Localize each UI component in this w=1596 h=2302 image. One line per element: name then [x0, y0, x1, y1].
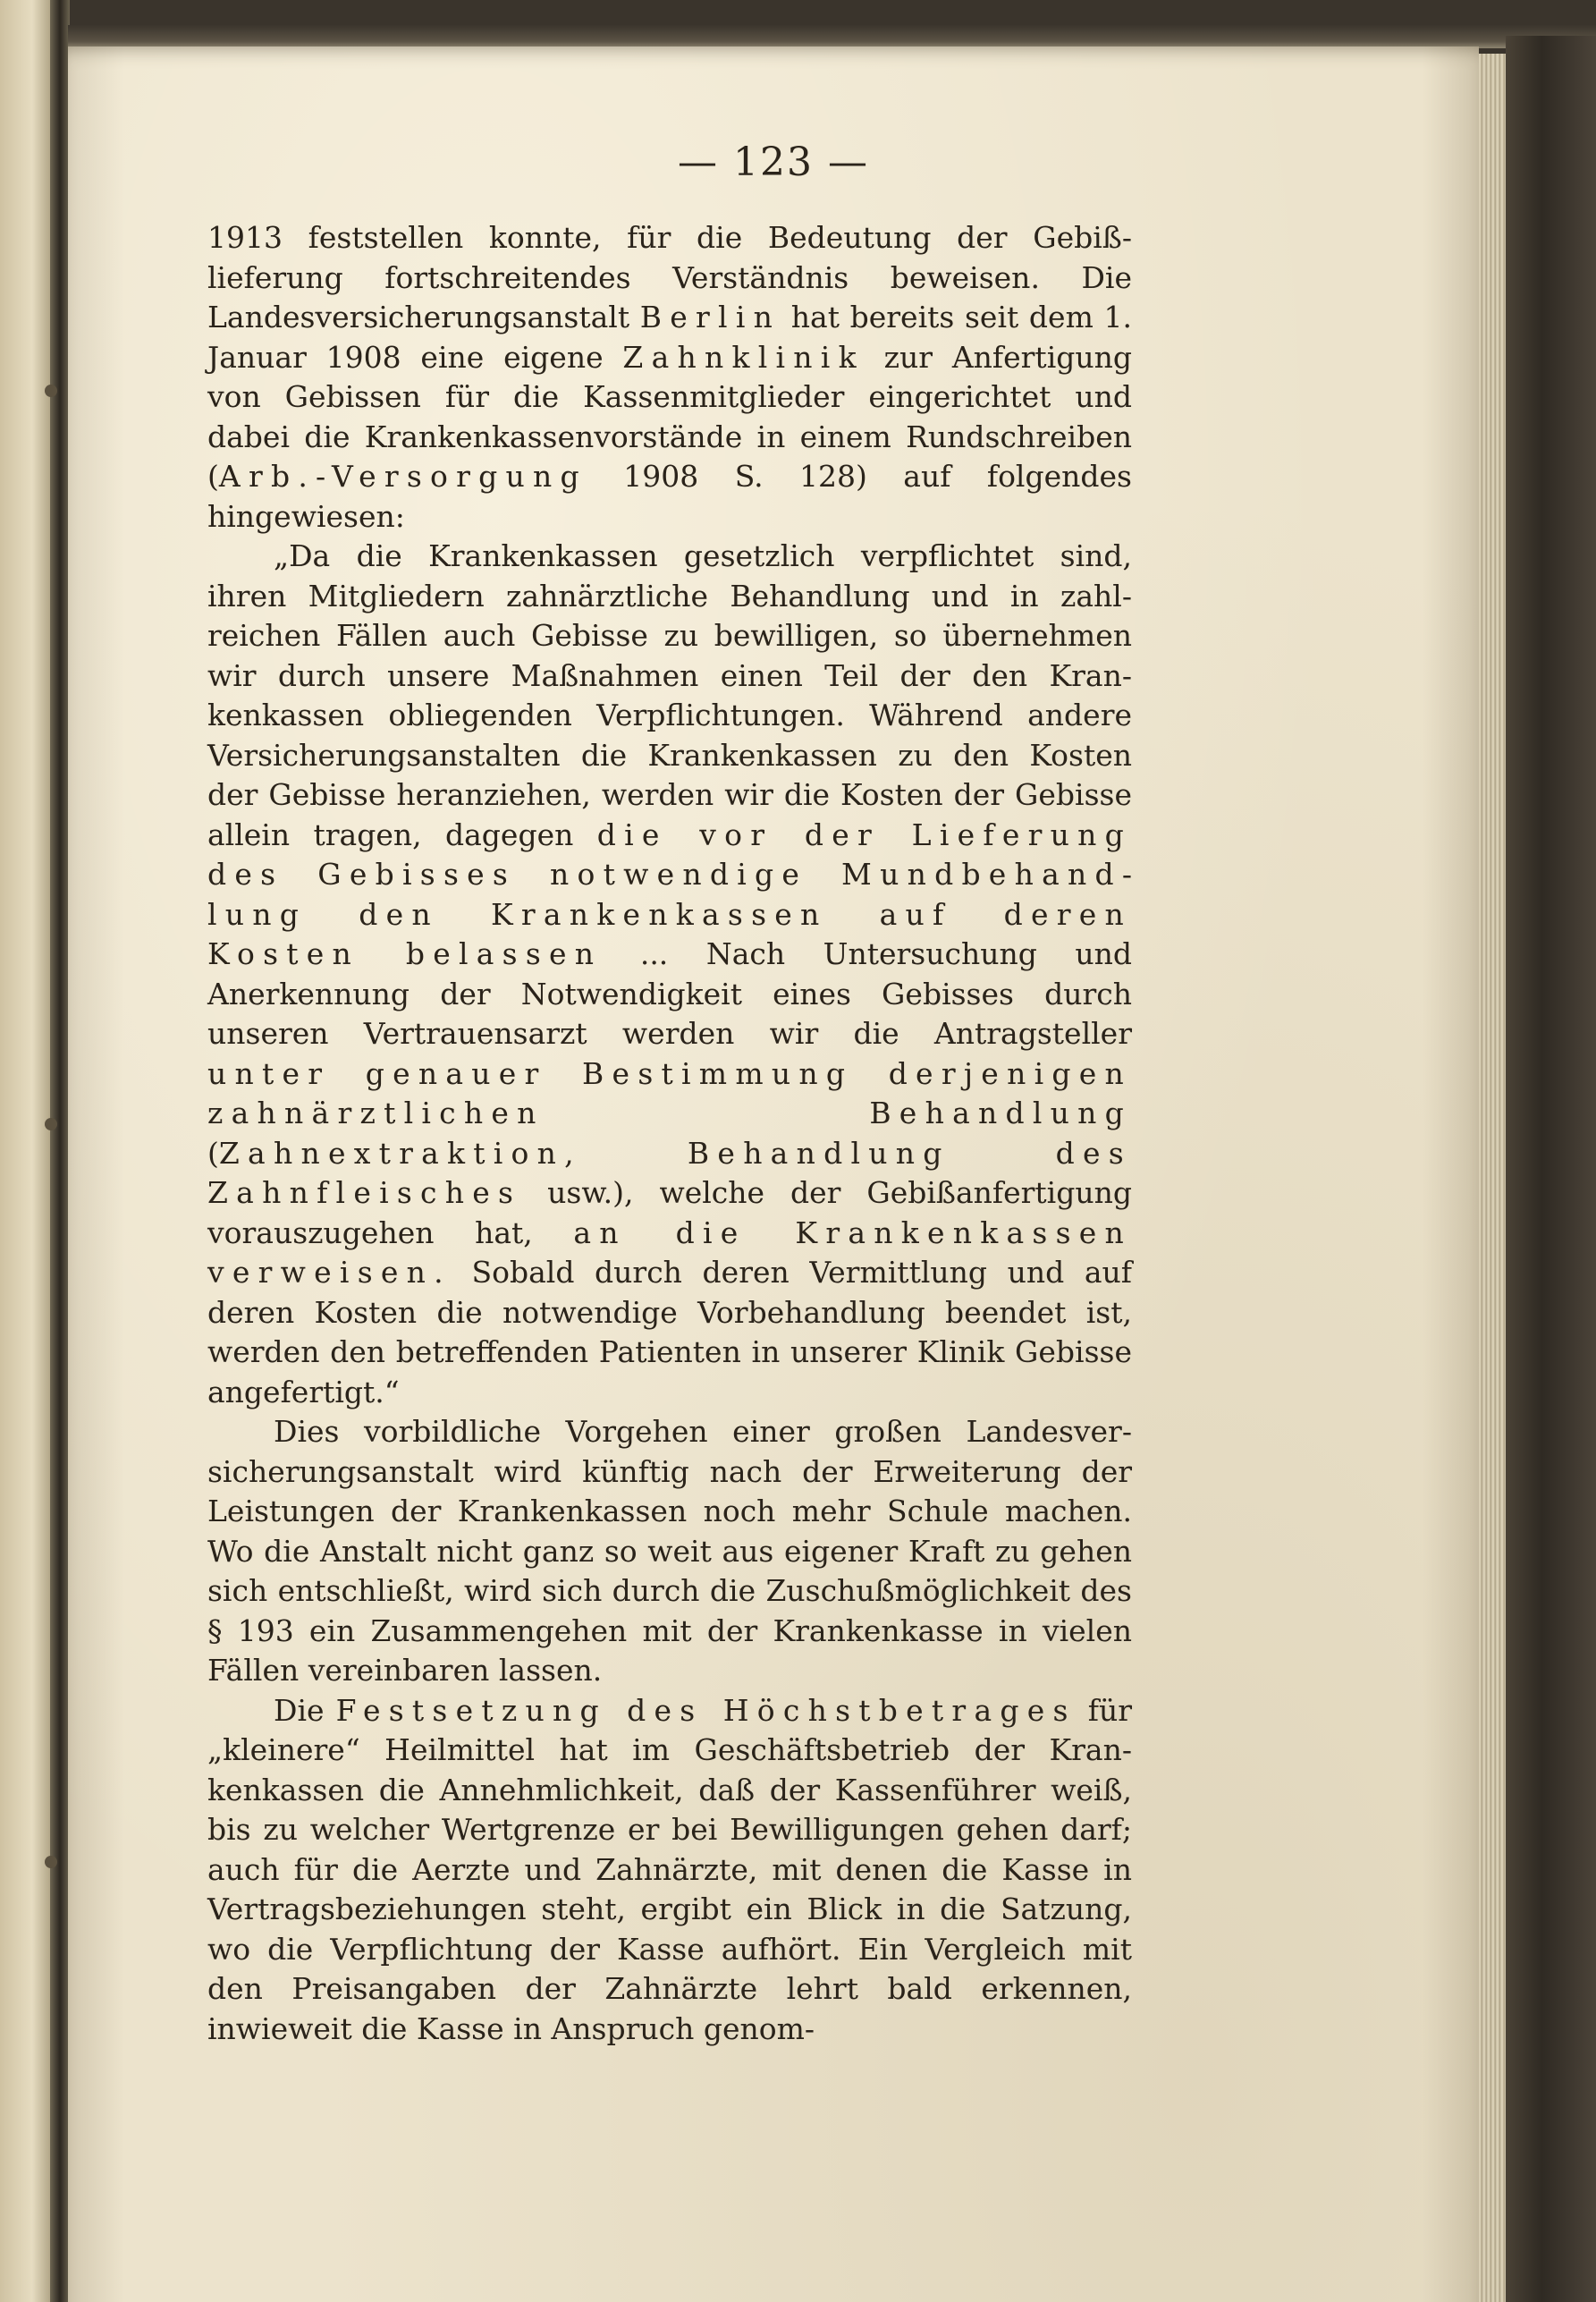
emphasis-spaced-text: Zahnextraktion, Behandlung des Zahnfleisches: [207, 1135, 1132, 1210]
text-run: Sobald durch deren Vermittlung und auf deren Kosten die notwendige Vorbehandlung beendet ist, werden den betreffenden Patienten in unserer Klinik Gebisse angefertigt.“: [207, 1255, 1132, 1409]
text-run: zur Anfertigung von Gebissen für die Kassenmitglieder eingerichtet und dabei die Krankenkassenvorstände in einem Rundschreiben (: [207, 339, 1133, 494]
emphasis-spaced-text: die vor der Lieferung des Gebisses notwendige Mundbehandlung den Krankenkassen auf deren Kosten belassen: [207, 817, 1132, 971]
binding-mark: [45, 1856, 57, 1868]
page-number: — 123 —: [678, 140, 869, 185]
paragraph: [207, 218, 1132, 537]
book-cover-top: [68, 25, 1596, 48]
text-run: 1913 feststellen konnte, für die Bedeutung der Gebißlieferung fortschreitendes Verständnis beweisen. Die Landesversicherungsanstalt: [207, 220, 1132, 334]
emphasis-spaced-text: Arb.-Versorgung: [218, 459, 587, 494]
book-cover-right: [1506, 36, 1596, 2302]
emphasis-spaced-text: Festsetzung des Höchstbetrages: [335, 1692, 1077, 1728]
text-run: „Da die Krankenkassen gesetzlich verpflichtet sind, ihren Mitgliedern zahnärztliche Behandlung und in zahlreichen Fällen auch Gebisse zu bewilligen, so übernehmen wir durch unsere Maßnahmen einen Teil der den Krankenkassen obliegenden Verpflichtungen. Während andere Versicherungsanstalten die Krankenkassen zu den Kosten der Gebisse heranziehen, werden wir die Kosten der Gebisse allein tragen, dagegen: [207, 538, 1132, 852]
emphasis-spaced-text: Zahnklinik: [622, 339, 865, 375]
emphasis-spaced-text: unter genauer Bestimmung derjenigen zahnärztlichen Behandlung: [207, 1055, 1132, 1130]
text-run: Dies vorbildliche Vorgehen einer großen Landesversicherungsanstalt wird künftig nach der Erweiterung der Leistungen der Krankenkassen noch mehr Schule machen. Wo die Anstalt nicht ganz so weit aus eigener Kraft zu gehen sich entschließt, wird sich durch die Zuschußmöglichkeit des § 193 ein Zusammengehen mit der Krankenkasse in vielen Fällen vereinbaren lassen.: [207, 1414, 1132, 1688]
text-run: hat bereits seit dem 1. Januar 1908 eine eigene: [207, 300, 1132, 375]
text-run: ... Nach Untersuchung und Anerkennung der Notwendigkeit eines Gebisses durch unseren Vertrauensarzt werden wir die Antragsteller: [207, 936, 1133, 1051]
body-text: [207, 218, 1132, 2049]
emphasis-spaced-text: an die Krankenkassen verweisen.: [207, 1214, 1133, 1290]
binding-mark: [45, 1118, 57, 1130]
facing-page-edge: [0, 0, 54, 2302]
paragraph: [207, 1691, 1132, 2050]
paragraph: [207, 1412, 1132, 1691]
text-run: Die: [274, 1692, 336, 1728]
book-gutter: [50, 0, 70, 2302]
text-run: usw.), welche der Gebißanfertigung vorauszugehen hat,: [207, 1175, 1132, 1250]
text-run: 1908 S. 128) auf folgendes hingewiesen:: [207, 459, 1132, 534]
text-run: (: [207, 1135, 219, 1171]
page-edges: [1479, 54, 1506, 2302]
text-run: für „kleinere“ Heilmittel hat im Geschäftsbetrieb der Krankenkassen die Annehmlichkeit, daß der Kassenführer weiß, bis zu welcher Wertgrenze er bei Bewilligungen gehen darf; auch für die Aerzte und Zahnärzte, mit denen die Kasse in Vertragsbeziehungen steht, ergibt ein Blick in die Satzung, wo die Verpflichtung der Kasse aufhört. Ein Vergleich mit den Preisangaben der Zahnärzte lehrt bald erkennen, inwieweit die Kasse in Anspruch genom-: [207, 1692, 1132, 2046]
emphasis-spaced-text: Berlin: [639, 300, 781, 334]
paragraph: [207, 537, 1132, 1412]
binding-mark: [45, 385, 57, 397]
